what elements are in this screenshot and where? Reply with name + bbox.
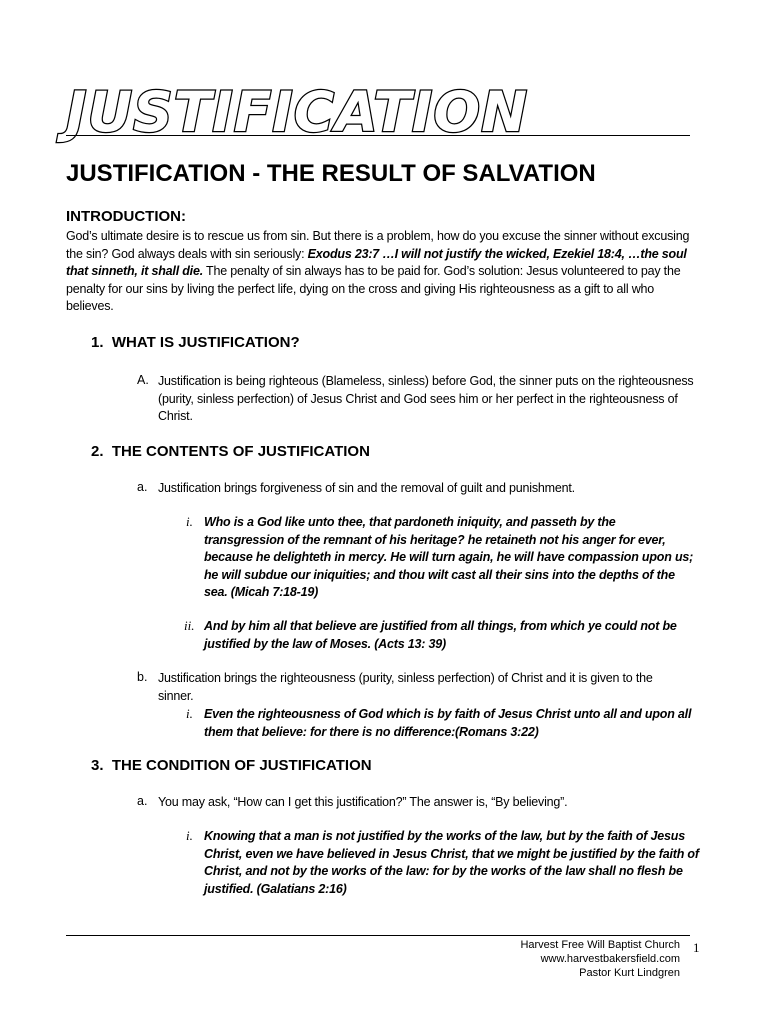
section-1-item-a-text: Justification is being righteous (Blameless, sinless) before God, the sinner puts on the righteousness (purity, sinless perfection) of Jesus Christ and God sees him or her perfect in the righteousness of Christ. xyxy=(158,374,694,423)
introduction-scripture-emphasis: Exodus 23:7 …I will not justify the wicked, Ezekiel 18:4, …the soul that sinneth, it shall die. xyxy=(66,246,687,278)
section-2-item-b-text: Justification brings the righteousness (purity, sinless perfection) of Christ and it is given to the sinner. xyxy=(158,671,653,703)
section-2-heading xyxy=(91,443,370,460)
section-2-a-verse-ii-marker: ii. xyxy=(184,618,195,633)
section-3-item-a-text: You may ask, “How can I get this justification?” The answer is, “By believing”. xyxy=(158,795,568,809)
footer-rule xyxy=(66,935,690,936)
introduction-text-1: God’s ultimate desire is to rescue us from sin. But there is a problem, how do you excuse the sinner without excusing the sin? God always deals with sin seriously: xyxy=(66,229,690,261)
section-2-item-a-text: Justification brings forgiveness of sin and the removal of guilt and punishment. xyxy=(158,481,575,495)
section-1-heading xyxy=(91,334,300,351)
section-3-a-verse-i-marker: i. xyxy=(186,828,193,843)
title-underline xyxy=(66,135,690,136)
main-heading: JUSTIFICATION - THE RESULT OF SALVATION xyxy=(66,160,596,187)
section-3-a-verse-i-text: Knowing that a man is not justified by the works of the law, but by the faith of Jesus Christ, even we have believed in Jesus Christ, that we might be justified by the faith of Christ, and not by the works of the law: for by the works of the law shall no flesh be justified. (Galatians 2:16) xyxy=(204,829,699,896)
section-3-item-a-marker: a. xyxy=(137,794,148,808)
section-3-number: 3. xyxy=(91,757,104,774)
page-number: 1 xyxy=(693,940,700,955)
section-2-number: 2. xyxy=(91,443,104,460)
document-title-outline: JUSTIFICATION xyxy=(66,80,529,144)
section-1-item-a-marker: A. xyxy=(137,373,149,387)
footer-church-name: Harvest Free Will Baptist Church xyxy=(520,939,680,951)
section-3-title: THE CONDITION OF JUSTIFICATION xyxy=(111,757,372,774)
section-2-b-verse-i-text: Even the righteousness of God which is by faith of Jesus Christ unto all and upon all them that believe: for there is no difference:(Romans 3:22) xyxy=(204,707,692,739)
section-2-title: THE CONTENTS OF JUSTIFICATION xyxy=(111,443,370,460)
introduction-paragraph xyxy=(66,228,696,316)
footer-block xyxy=(520,938,680,980)
section-2-b-verse-i-marker: i. xyxy=(186,706,193,721)
section-2-a-verse-i-marker: i. xyxy=(186,514,193,529)
section-3-heading xyxy=(91,757,372,774)
section-2-a-verse-ii-text: And by him all that believe are justified from all things, from which ye could not be justified by the law of Moses. (Acts 13: 39) xyxy=(204,619,677,651)
section-2-a-verse-i-text: Who is a God like unto thee, that pardoneth iniquity, and passeth by the transgression of the remnant of his heritage? he retaineth not his anger for ever, because he delighteth in mercy. He will turn again, he will have compassion upon us; he will subdue our iniquities; and thou wilt cast all their sins into the depths of the sea. (Micah 7:18-19) xyxy=(204,515,694,599)
section-2-item-a-marker: a. xyxy=(137,480,148,494)
introduction-text-2: The penalty of sin always has to be paid for. God’s solution: Jesus volunteered to pay the penalty for our sins by living the perfect life, dying on the cross and giving His righteousness as a gift to all who believes. xyxy=(66,264,681,313)
footer-pastor: Pastor Kurt Lindgren xyxy=(579,967,680,979)
introduction-heading: INTRODUCTION: xyxy=(66,208,186,225)
footer-website: www.harvestbakersfield.com xyxy=(540,953,680,965)
section-2-item-b-marker: b. xyxy=(137,670,148,684)
section-1-number: 1. xyxy=(91,334,104,351)
section-1-title: WHAT IS JUSTIFICATION? xyxy=(111,334,300,351)
